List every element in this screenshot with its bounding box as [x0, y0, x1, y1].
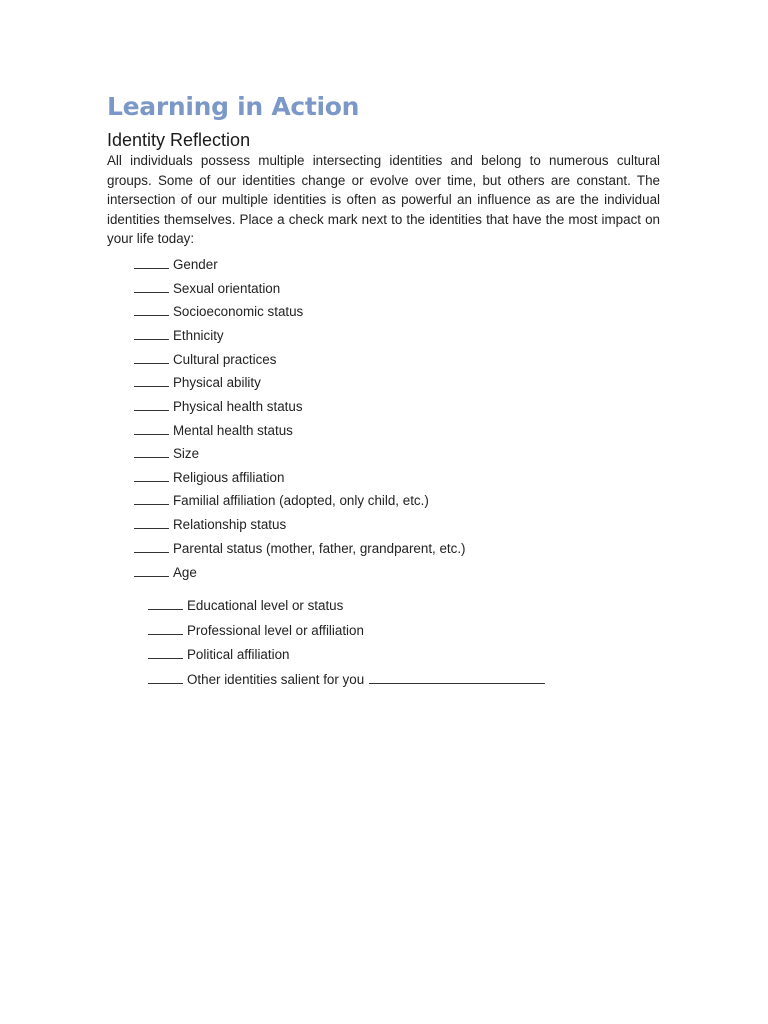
- checklist-item-label: Educational level or status: [187, 598, 344, 613]
- check-blank[interactable]: [134, 268, 169, 269]
- checklist-item-label: Religious affiliation: [173, 470, 285, 485]
- checklist-item-label: Parental status (mother, father, grandparent, etc.): [173, 541, 466, 556]
- checklist-item-physical-ability: [134, 375, 261, 390]
- check-blank[interactable]: [148, 683, 183, 684]
- checklist-item-professional-level: [148, 623, 364, 638]
- checklist-item-gender: [134, 257, 218, 272]
- checklist-item-religious-affiliation: [134, 470, 284, 485]
- checklist-item-label: Political affiliation: [187, 647, 290, 662]
- checklist-item-relationship-status: [134, 517, 286, 532]
- intro-paragraph: All individuals possess multiple intersecting identities and belong to numerous cultural groups. Some of our identities change or evolve over time, but others are constant. The intersection of our multiple identities is often as powerful an influence as are the individual identities themselves. Place a check mark next to the identities that have the most impact on your life today:: [107, 153, 660, 246]
- checklist-item-educational-level: [148, 598, 343, 613]
- checklist-item-cultural-practices: [134, 352, 276, 367]
- checklist-item-label: Size: [173, 446, 200, 461]
- checklist-item-label: Professional level or affiliation: [187, 623, 364, 638]
- checklist-item-political-affiliation: [148, 647, 289, 662]
- checklist-item-label: Gender: [173, 257, 218, 272]
- check-blank[interactable]: [134, 481, 169, 482]
- check-blank[interactable]: [134, 339, 169, 340]
- checklist-item-label: Socioeconomic status: [173, 304, 304, 319]
- check-blank[interactable]: [134, 528, 169, 529]
- checklist-item-other-identities: [148, 672, 545, 687]
- checklist-item-label: Age: [173, 565, 197, 580]
- check-blank[interactable]: [148, 634, 183, 635]
- check-blank[interactable]: [134, 576, 169, 577]
- checklist-item-label: Other identities salient for you: [187, 672, 365, 687]
- checklist-item-label: Ethnicity: [173, 328, 224, 343]
- other-identities-fill-line[interactable]: [369, 683, 545, 684]
- checklist-item-label: Mental health status: [173, 423, 293, 438]
- section-title: Learning in Action: [107, 92, 360, 121]
- checklist-item-label: Familial affiliation (adopted, only child, etc.): [173, 493, 429, 508]
- check-blank[interactable]: [134, 457, 169, 458]
- check-blank[interactable]: [134, 363, 169, 364]
- checklist-item-age: [134, 565, 197, 580]
- checklist-item-familial-affiliation: [134, 493, 429, 508]
- check-blank[interactable]: [134, 292, 169, 293]
- checklist-item-label: Physical ability: [173, 375, 261, 390]
- check-blank[interactable]: [134, 504, 169, 505]
- check-blank[interactable]: [134, 386, 169, 387]
- checklist-item-parental-status: [134, 541, 466, 556]
- checklist-item-label: Relationship status: [173, 517, 287, 532]
- check-blank[interactable]: [134, 315, 169, 316]
- checklist-item-socioeconomic-status: [134, 304, 303, 319]
- checklist-item-ethnicity: [134, 328, 224, 343]
- checklist-item-label: Sexual orientation: [173, 281, 281, 296]
- checklist-item-label: Cultural practices: [173, 352, 277, 367]
- check-blank[interactable]: [148, 609, 183, 610]
- checklist-item-mental-health-status: [134, 423, 293, 438]
- check-blank[interactable]: [134, 434, 169, 435]
- check-blank[interactable]: [134, 552, 169, 553]
- check-blank[interactable]: [148, 658, 183, 659]
- checklist-item-size: [134, 446, 199, 461]
- check-blank[interactable]: [134, 410, 169, 411]
- checklist-item-sexual-orientation: [134, 281, 280, 296]
- worksheet-subtitle: Identity Reflection: [107, 130, 251, 150]
- checklist-item-physical-health-status: [134, 399, 303, 414]
- checklist-item-label: Physical health status: [173, 399, 303, 414]
